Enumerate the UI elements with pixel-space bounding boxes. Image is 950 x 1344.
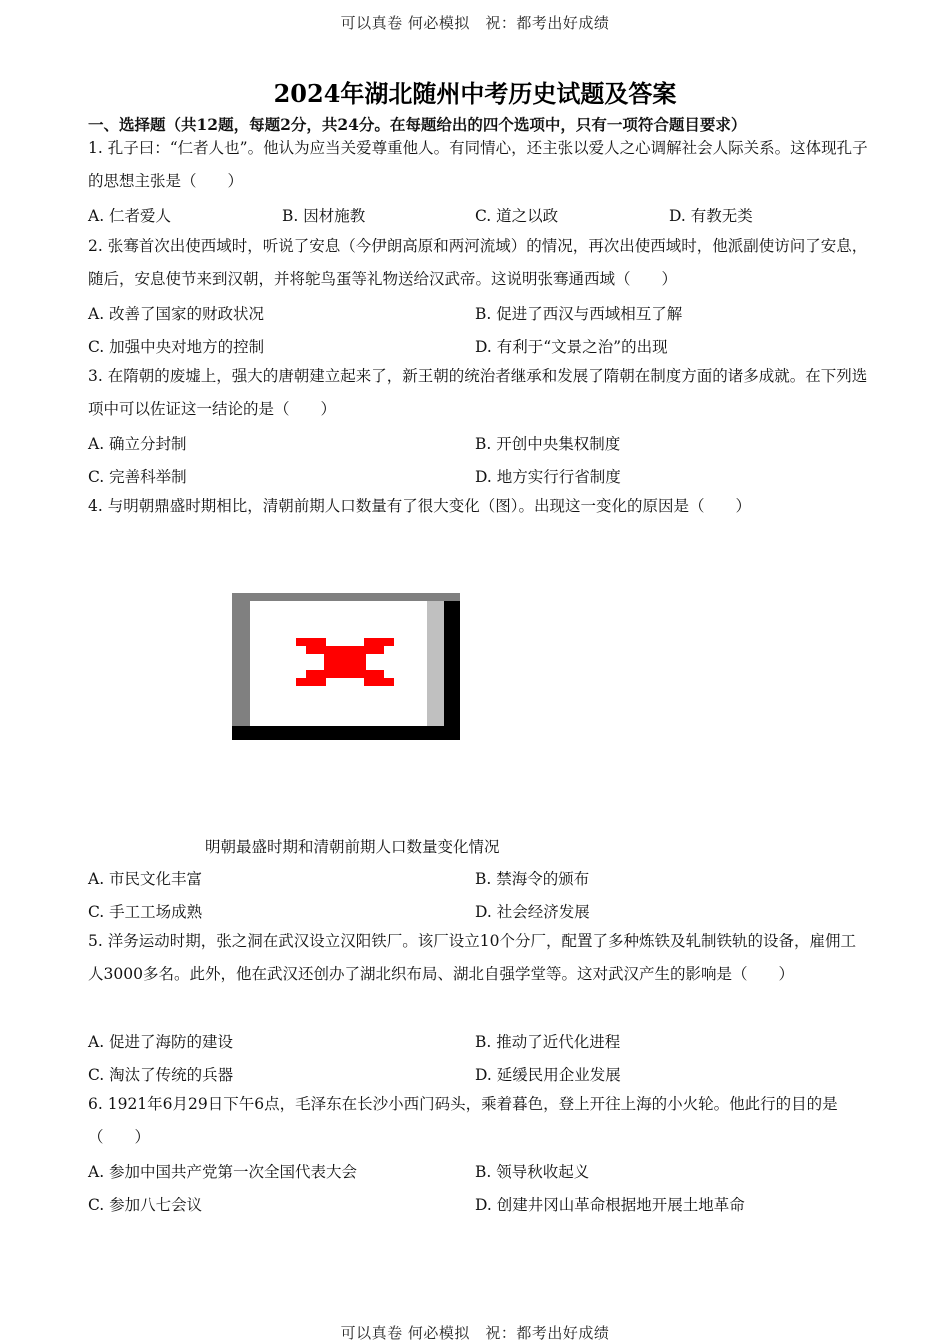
q1-option-d: D. 有教无类: [669, 207, 753, 225]
q4-option-d: D. 社会经济发展: [475, 903, 590, 921]
question-5: 5. 洋务运动时期，张之洞在武汉设立汉阳铁厂。该厂设立10个分厂，配置了多种炼铁及轧制铁轨的设备，雇佣工人3000多名。此外，他在武汉还创办了湖北织布局、湖北自强学堂等。这对武汉产生的影响是（ ）: [88, 932, 856, 983]
section-heading: 一、选择题（共12题，每题2分，共24分。在每题给出的四个选项中，只有一项符合题目要求）: [88, 115, 747, 134]
page-footer: 可以真卷 何必模拟 祝：都考出好成绩: [340, 1324, 610, 1342]
q6-option-c: C. 参加八七会议: [88, 1196, 203, 1214]
q3-option-c: C. 完善科举制: [88, 468, 187, 486]
red-x-mark: [296, 638, 396, 686]
q6-option-d: D. 创建井冈山革命根据地开展土地革命: [475, 1196, 745, 1214]
q2-option-b: B. 促进了西汉与西域相互了解: [475, 305, 683, 323]
question-3: 3. 在隋朝的废墟上，强大的唐朝建立起来了，新王朝的统治者继承和发展了隋朝在制度方面的诸多成就。在下列选项中可以佐证这一结论的是（ ）: [88, 367, 868, 418]
q4-option-c: C. 手工工场成熟: [88, 903, 203, 921]
q2-option-d: D. 有利于“文景之治”的出现: [475, 338, 668, 356]
question-4: 4. 与明朝鼎盛时期相比，清朝前期人口数量有了很大变化（图）。出现这一变化的原因是（ ）: [88, 497, 751, 515]
q3-option-d: D. 地方实行行省制度: [475, 468, 621, 486]
q1-option-a: A. 仁者爱人: [88, 207, 172, 225]
q2-option-c: C. 加强中央对地方的控制: [88, 338, 265, 356]
q2-option-a: A. 改善了国家的财政状况: [88, 305, 265, 323]
q5-option-a: A. 促进了海防的建设: [88, 1033, 234, 1051]
q4-option-b: B. 禁海令的颁布: [475, 870, 590, 888]
page-header: 可以真卷 何必模拟 祝：都考出好成绩: [340, 14, 610, 32]
page-title: 2024年湖北随州中考历史试题及答案: [273, 79, 677, 108]
question-2: 2. 张骞首次出使西域时，听说了安息（今伊朗高原和两河流域）的情况，再次出使西域时，他派副使访问了安息，随后，安息使节来到汉朝，并将鸵鸟蛋等礼物送给汉武帝。这说明张骞通西域（ ）: [88, 237, 868, 288]
q3-option-b: B. 开创中央集权制度: [475, 435, 621, 453]
question-6: 6. 1921年6月29日下午6点，毛泽东在长沙小西门码头，乘着暮色，登上开往上海的小火轮。他此行的目的是（ ）: [88, 1095, 838, 1146]
q5-option-b: B. 推动了近代化进程: [475, 1033, 621, 1051]
q1-option-b: B. 因材施教: [282, 207, 366, 225]
q4-option-a: A. 市民文化丰富: [88, 870, 203, 888]
figure-caption: 明朝最盛时期和清朝前期人口数量变化情况: [205, 838, 500, 856]
q6-option-a: A. 参加中国共产党第一次全国代表大会: [88, 1163, 358, 1181]
question-1: 1. 孔子曰：“仁者人也”。他认为应当关爱尊重他人。有同情心，还主张以爱人之心调解社会人际关系。这体现孔子的思想主张是（ ）: [88, 139, 868, 190]
q6-option-b: B. 领导秋收起义: [475, 1163, 590, 1181]
q1-option-c: C. 道之以政: [475, 207, 559, 225]
broken-image-icon: [232, 593, 460, 740]
q5-option-d: D. 延缓民用企业发展: [475, 1066, 621, 1084]
q5-option-c: C. 淘汰了传统的兵器: [88, 1066, 234, 1084]
q3-option-a: A. 确立分封制: [88, 435, 187, 453]
